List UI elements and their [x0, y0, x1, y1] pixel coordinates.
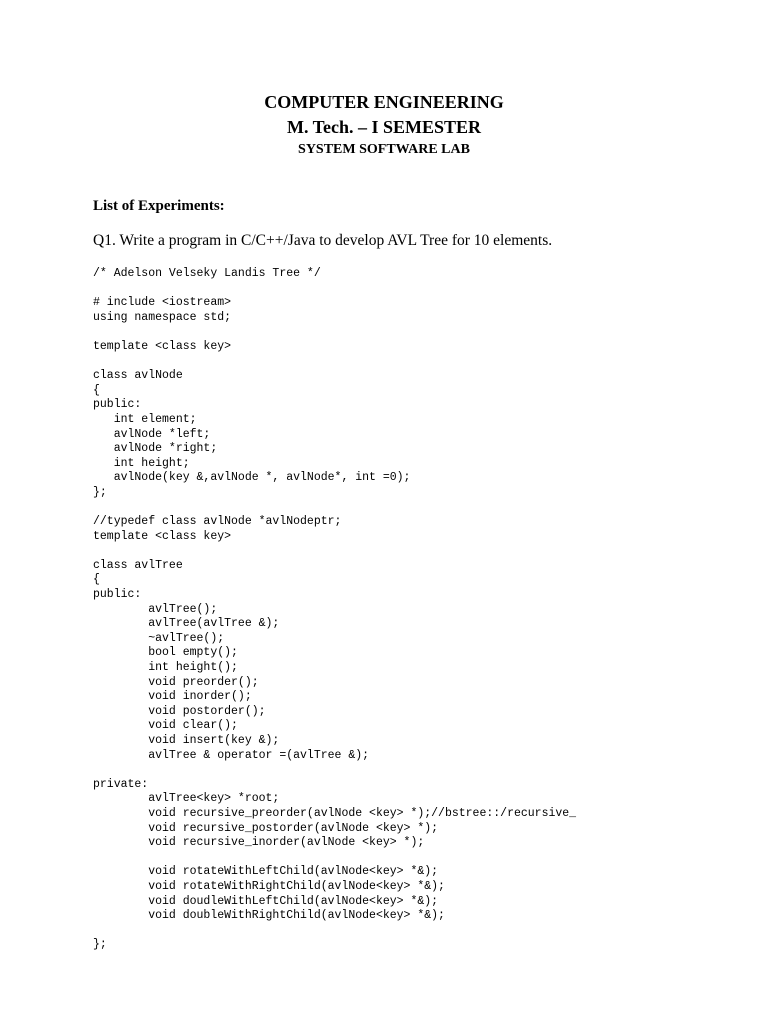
code-line: {: [93, 573, 100, 587]
code-line: /* Adelson Velseky Landis Tree */: [93, 267, 321, 280]
code-line: [93, 924, 576, 939]
code-line: [93, 763, 576, 778]
code-line: public:: [93, 588, 142, 602]
code-line: [93, 355, 576, 370]
code-line: ~avlTree();: [93, 631, 225, 645]
program-title: M. Tech. – I SEMESTER: [286, 117, 482, 137]
code-line: template <class key>: [93, 529, 232, 543]
code-line: int height();: [93, 661, 238, 675]
code-line: void recursive_inorder(avlNode <key> *);: [93, 836, 425, 850]
code-line: avlTree & operator =(avlTree &);: [93, 748, 370, 762]
code-line: void preorder();: [93, 675, 259, 689]
code-line: template <class key>: [93, 339, 232, 353]
code-line: void clear();: [93, 719, 238, 733]
department-title: COMPUTER ENGINEERING: [264, 92, 504, 112]
code-line: class avlTree: [93, 558, 183, 572]
code-line: avlNode *right;: [93, 442, 218, 456]
code-line: [93, 325, 576, 340]
code-line: void doudleWithLeftChild(avlNode<key> *&);: [93, 894, 439, 908]
code-line: bool empty();: [93, 646, 238, 660]
code-line: void inorder();: [93, 690, 252, 704]
experiments-heading: List of Experiments:: [93, 198, 225, 214]
code-line: [93, 544, 576, 559]
code-line: };: [93, 485, 107, 499]
code-line: //typedef class avlNode *avlNodeptr;: [93, 515, 342, 529]
code-line: avlTree(avlTree &);: [93, 617, 280, 631]
code-line: private:: [93, 777, 149, 791]
code-line: avlNode *left;: [93, 427, 211, 441]
code-line: void recursive_preorder(avlNode <key> *);//bstree::/recursive_: [93, 806, 577, 820]
code-line: void recursive_postorder(avlNode <key> *);: [93, 821, 439, 835]
code-line: [93, 282, 576, 297]
code-line: {: [93, 383, 100, 397]
code-line: avlTree<key> *root;: [93, 792, 280, 806]
code-line: [93, 501, 576, 516]
code-line: using namespace std;: [93, 310, 232, 324]
code-line: int element;: [93, 412, 197, 426]
code-line: };: [93, 938, 107, 952]
code-line: void postorder();: [93, 704, 266, 718]
code-listing: [93, 267, 576, 953]
code-line: void rotateWithLeftChild(avlNode<key> *&);: [93, 865, 439, 879]
code-line: avlNode(key &,avlNode *, avlNode*, int =0);: [93, 471, 411, 485]
code-line: void insert(key &);: [93, 734, 280, 747]
code-line: public:: [93, 398, 142, 412]
code-line: void rotateWithRightChild(avlNode<key> *&);: [93, 879, 445, 893]
code-line: # include <iostream>: [93, 296, 232, 310]
code-line: class avlNode: [93, 369, 183, 383]
course-title: SYSTEM SOFTWARE LAB: [298, 142, 470, 157]
code-line: int height;: [93, 456, 190, 470]
question-text: Q1. Write a program in C/C++/Java to develop AVL Tree for 10 elements.: [93, 232, 553, 249]
code-line: void doubleWithRightChild(avlNode<key> *&);: [93, 909, 445, 923]
code-line: [93, 851, 576, 866]
code-line: avlTree();: [93, 602, 218, 616]
